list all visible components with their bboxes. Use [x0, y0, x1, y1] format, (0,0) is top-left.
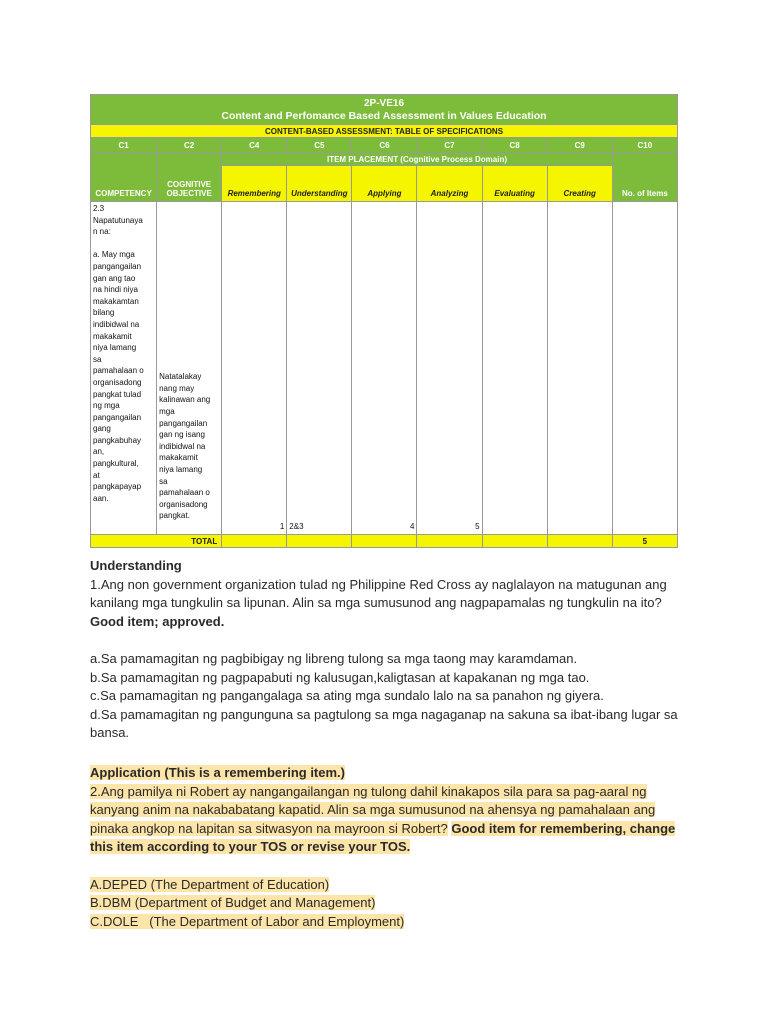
- col-code: C2: [157, 138, 222, 153]
- application-heading: Application (This is a remembering item.): [90, 765, 345, 780]
- table-title: [91, 95, 678, 125]
- question-2-comment: Good item for remembering, change this item according to your TOS or revise your TOS.: [90, 820, 676, 855]
- understanding-heading: Understanding: [90, 558, 182, 573]
- total-label: TOTAL: [91, 535, 222, 548]
- col-code: C5: [287, 138, 352, 153]
- col-code: C4: [222, 138, 287, 153]
- competency-header: COMPETENCY: [91, 153, 157, 202]
- level-header: Creating: [547, 166, 612, 202]
- no-of-items-header: No. of Items: [612, 153, 677, 202]
- question-2-text: 2.Ang pamilya ni Robert ay nangangailangan ng tulong dahil kinakapos sila para sa pag-aaral ng kanyang anim na nakababatang kapatid. Alin sa mga sumusunod na ahensya ng pamahalaan ang pinaka angkop na lapitan sa sitwasyon na mayroon si Robert?: [90, 783, 656, 836]
- col-code: C8: [482, 138, 547, 153]
- option: d.Sa pamamagitan ng pangunguna sa pagtulong sa mga nagaganap na sakuna sa ibat-ibang lugar sa bansa.: [90, 706, 678, 741]
- col-code: C9: [547, 138, 612, 153]
- col-code: C10: [612, 138, 677, 153]
- option: a.Sa pamamagitan ng pagbibigay ng libreng tulong sa mga taong may karamdaman.: [90, 650, 578, 666]
- competency-cell: 2.3 Napatutunaya n na: a. May mga pangangailan gan ang tao na hindi niya makakamtan bilang indibidwal na makakamit niya lamang sa pamahalaan o organisadong pangkat tulad ng mga pangangailan gang pangkabuhay an, pangkultural, at pangkapayap aan.: [91, 202, 157, 535]
- table-subtitle: CONTENT-BASED ASSESSMENT: TABLE OF SPECIFICATIONS: [91, 125, 678, 138]
- total-empty: [352, 535, 417, 548]
- count-cell: 4: [352, 202, 417, 535]
- application-section: [90, 764, 690, 931]
- col-code: C6: [352, 138, 417, 153]
- table-of-specifications: [90, 94, 678, 548]
- option-line: [90, 913, 690, 932]
- count-cell: 2&3: [287, 202, 352, 535]
- total-empty: [222, 535, 287, 548]
- option: b.Sa pamamagitan ng pagpapabuti ng kalusugan,kaligtasan at kapakanan ng mga tao.: [90, 669, 590, 685]
- objective-header: COGNITIVE OBJECTIVE: [157, 153, 222, 202]
- total-empty: [417, 535, 482, 548]
- spacer: [90, 631, 690, 650]
- question-1-text: 1.Ang non government organization tulad ng Philippine Red Cross ay naglalayon na matugunan ang kanilang mga tungkulin sa lipunan. Alin sa mga sumusunod ang nagpapamalas ng tungkulin na ito?: [90, 576, 667, 611]
- spacer: [90, 857, 690, 876]
- option: C.DOLE (The Department of Labor and Employment): [90, 913, 405, 929]
- total-empty: [547, 535, 612, 548]
- empty-cell: [482, 202, 547, 535]
- empty-cell: [612, 202, 677, 535]
- empty-cell: [547, 202, 612, 535]
- level-header: Analyzing: [417, 166, 482, 202]
- understanding-section: [90, 557, 690, 743]
- objective-cell: Natatalakay nang may kalinawan ang mga pangangailan gan ng isang indibidwal na makakamit niya lamang sa pamahalaan o organisadong pangkat.: [157, 202, 222, 535]
- total-empty: [482, 535, 547, 548]
- col-code: C1: [91, 138, 157, 153]
- count-cell: 1: [222, 202, 287, 535]
- application-heading-line: [90, 764, 690, 783]
- option: B.DBM (Department of Budget and Management): [90, 895, 376, 911]
- option-line: [90, 876, 690, 895]
- total-value: 5: [612, 535, 677, 548]
- title-code: 2P-VE16: [363, 97, 405, 109]
- level-header: Understanding: [287, 166, 352, 202]
- total-empty: [287, 535, 352, 548]
- level-header: Applying: [352, 166, 417, 202]
- level-header: Remembering: [222, 166, 287, 202]
- option-line: [90, 894, 690, 913]
- count-cell: 5: [417, 202, 482, 535]
- col-code: C7: [417, 138, 482, 153]
- option: c.Sa pamamagitan ng pangangalaga sa ating mga sundalo lalo na sa panahon ng giyera.: [90, 688, 604, 704]
- level-header: Evaluating: [482, 166, 547, 202]
- question-2: [90, 783, 690, 857]
- question-1-comment: Good item; approved.: [90, 613, 225, 629]
- item-placement-header: ITEM PLACEMENT (Cognitive Process Domain): [222, 153, 613, 166]
- question-1: [90, 576, 690, 632]
- option: A.DEPED (The Department of Education): [90, 876, 330, 892]
- title-text: Content and Perfomance Based Assessment in Values Education: [221, 109, 547, 122]
